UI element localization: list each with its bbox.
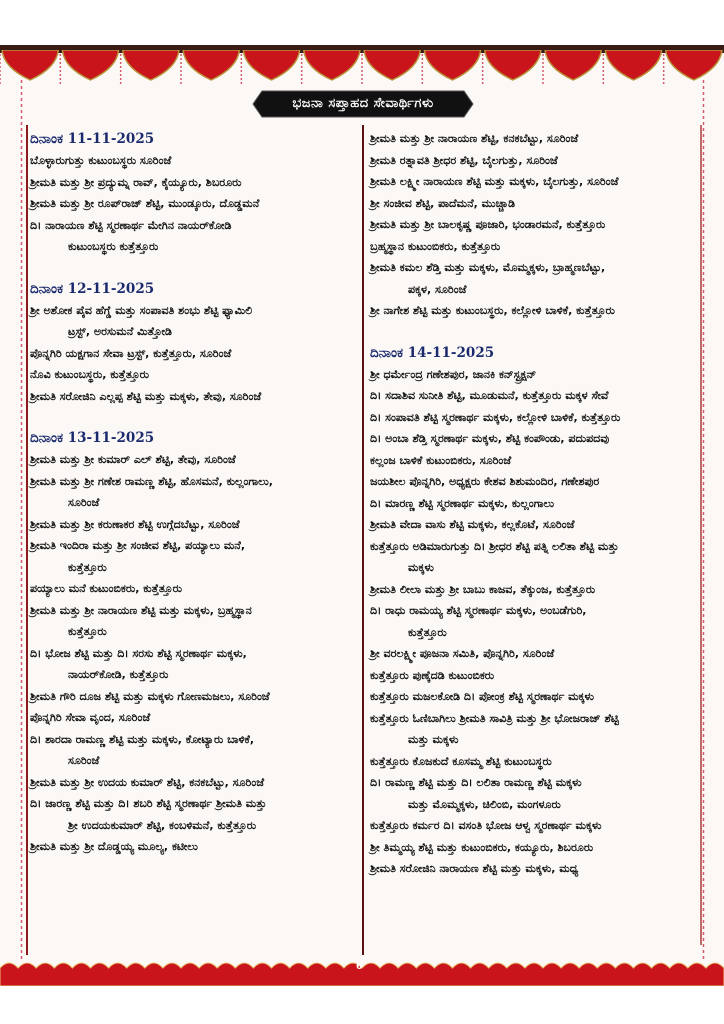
sponsor-entry: ಶ್ರೀ ನಾಗೇಶ ಶೆಟ್ಟಿ ಮತ್ತು ಕುಟುಂಬಸ್ಥರು, ಕಲ್ಲೋಳಿ ಬಾಳಿಕೆ, ಕುತ್ತೆತ್ತೂರು	[370, 304, 615, 317]
sponsor-entry: ದಿ। ಸದಾಶಿವ ಸುನೀತಿ ಶೆಟ್ಟಿ, ಮೂಡುಮನೆ, ಕುತ್ತೆತ್ತೂರು ಮಕ್ಕಳ ಸೇವೆ	[370, 389, 609, 402]
sponsor-entry: ಶ್ರೀ ಅಶೋಕ ಪೈವ ಹೆಗ್ಡೆ ಮತ್ತು ಸಂಪಾವತಿ ಶಂಭು ಶೆಟ್ಟಿ ಫ್ಯಾಮಿಲಿ	[30, 303, 253, 317]
canopy-scallop	[62, 50, 118, 80]
sponsor-entry: ಕುತ್ತೆತ್ತೂರು ಅಡಿಮಾರುಗುತ್ತು ದಿ। ಶ್ರೀಧರ ಶೆಟ್ಟಿ ಪತ್ನಿ ಲಲಿತಾ ಶೆಟ್ಟಿ ಮತ್ತು	[370, 539, 619, 553]
sponsor-entry: ಬ್ರಹ್ಮಸ್ಥಾನ ಕುಟುಂಬಿಕರು, ಕುತ್ತೆತ್ತೂರು	[370, 239, 501, 253]
sponsor-entry: ಪಯ್ಯಾಲು ಮನೆ ಕುಟುಂಬಿಕರು, ಕುತ್ತೆತ್ತೂರು	[30, 582, 182, 595]
date-section	[30, 278, 355, 408]
date-heading: ದಿನಾಂಕ 12-11-2025	[30, 280, 155, 297]
date-heading: ದಿನಾಂಕ 13-11-2025	[30, 430, 155, 446]
sponsor-entry: ಕುತ್ತೆತ್ತೂರು ಕರ್ಮರ ದಿ। ವಸಂತಿ ಭೋಜ ಆಳ್ವ ಸ್ಮರಣಾರ್ಥ ಮಕ್ಕಳು	[370, 819, 602, 832]
sponsor-entry: ಬೊಳ್ಳಾರುಗುತ್ತು ಕುಟುಂಬಸ್ಥರು ಸೂರಿಂಜೆ	[30, 154, 172, 167]
sponsor-entry: ಕುತ್ತೆತ್ತೂರು ಪುಣ್ಕೆದಡಿ ಕುಟುಂಬಿಕರು	[370, 668, 495, 682]
sponsor-entry: ಶ್ರೀಮತಿ ಮತ್ತು ಶ್ರೀ ನಾರಾಯಣ ಶೆಟ್ಟಿ, ಕನಕಬೆಟ್ಟು, ಸೂರಿಂಜೆ	[370, 132, 579, 145]
canopy-scallop	[2, 50, 58, 80]
canopy-scallop	[666, 50, 722, 80]
sponsor-entry: ಶ್ರೀಮತಿ ಕಮಲ ಶೆಡ್ತಿ ಮತ್ತು ಮಕ್ಕಳು, ಮೊಮ್ಮಕ್ಕಳು, ಬ್ರಾಹ್ಮಣಬೆಟ್ಟು,	[370, 261, 606, 274]
canopy-scallop	[485, 50, 541, 80]
sponsor-entry: ಟ್ರಸ್ಟ್, ಅರಸುಮನೆ ಮಿತ್ತೋಡಿ	[68, 325, 172, 338]
canopy-scallop	[364, 50, 420, 80]
sponsor-entry: ಶ್ರೀಮತಿ ಮತ್ತು ಶ್ರೀ ಗಣೇಶ ರಾಮಣ್ಣ ಶೆಟ್ಟಿ, ಹೊಸಮನೆ, ಕುಲ್ಲಂಗಾಲು,	[30, 474, 273, 488]
right-column-border	[700, 125, 702, 945]
sponsor-entry: ನಾಯರ್‌ಕೋಡಿ, ಕುತ್ತೆತ್ತೂರು	[68, 668, 169, 681]
sponsor-entry: ಶ್ರೀಮತಿ ಮತ್ತು ಶ್ರೀ ಉದಯ ಕುಮಾರ್ ಶೆಟ್ಟಿ, ಕನಕಬೆಟ್ಟು, ಸೂರಿಂಜೆ	[30, 775, 265, 789]
sponsor-entry: ಶ್ರೀಮತಿ ಮತ್ತು ಶ್ರೀ ಪ್ರದ್ಯುಮ್ನ ರಾವ್, ಕೈಯ್ಯೂರು, ಶಿಬರೂರು	[30, 175, 242, 189]
sponsor-entry: ಮತ್ತು ಮಕ್ಕಳು	[408, 733, 459, 746]
sponsor-entry: ಶ್ರೀ ತಿಮ್ಮಯ್ಯ ಶೆಟ್ಟಿ ಮತ್ತು ಕುಟುಂಬಿಕರು, ಕಯ್ಯೂರು, ಶಿಬರೂರು	[370, 840, 594, 854]
sponsor-entry: ದಿ। ನಾರಾಯಣ ಶೆಟ್ಟಿ ಸ್ಮರಣಾರ್ಥ ಮೇಗಿನ ನಾಯರ್‌ಕೋಡಿ	[30, 218, 232, 232]
sponsor-entry: ಶ್ರೀಮತಿ ಮತ್ತು ಶ್ರೀ ಕುಮಾರ್ ಎಲ್ ಶೆಟ್ಟಿ, ತೇವು, ಸೂರಿಂಜೆ	[30, 453, 236, 466]
page-number: 6	[356, 962, 363, 972]
sponsor-entry: ಶ್ರೀಮತಿ ಇಂದಿರಾ ಮತ್ತು ಶ್ರೀ ಸಂಜೀವ ಶೆಟ್ಟಿ, ಪಯ್ಯಾಲು ಮನೆ,	[30, 539, 246, 552]
sponsor-entry: ಜಯಶೀಲ ಪೊನ್ನಗಿರಿ, ಅಧ್ಯಕ್ಷರು ಕೇಶವ ಶಿಶುಮಂದಿರ, ಗಣೇಶಪುರ	[370, 475, 600, 488]
decorative-canopy-border	[0, 50, 724, 86]
sponsor-entry: ಶ್ರೀಮತಿ ರತ್ನಾವತಿ ಶ್ರೀಧರ ಶೆಟ್ಟಿ, ಬೈಲಗುತ್ತು, ಸೂರಿಂಜೆ	[370, 153, 558, 167]
left-decorative-string	[20, 80, 23, 960]
sponsor-entry: ಕುತ್ತೆತ್ತೂರು	[408, 625, 447, 639]
sponsor-entry: ದಿ। ಜಾರಣ್ಣ ಶೆಟ್ಟಿ ಮತ್ತು ದಿ। ಶಬರಿ ಶೆಟ್ಟಿ ಸ್ಮರಣಾರ್ಥ ಶ್ರೀಮತಿ ಮತ್ತು	[30, 797, 267, 810]
sponsor-entry: ಶ್ರೀಮತಿ ಸರೋಜಿನಿ ನಾರಾಯಣ ಶೆಟ್ಟಿ ಮತ್ತು ಮಕ್ಕಳು, ಮಧ್ಯ	[370, 862, 579, 875]
sponsor-entry: ಶ್ರೀಮತಿ ಲೀಲಾ ಮತ್ತು ಶ್ರೀ ಬಾಬು ಕಾಜವ, ತೆಕ್ಕುಂಜ, ಕುತ್ತೆತ್ತೂರು	[370, 582, 596, 596]
sponsor-entry: ಶ್ರೀಮತಿ ಗೌರಿ ದೂಜ ಶೆಟ್ಟಿ ಮತ್ತು ಮಕ್ಕಳು ಗೋಣಮಜಲು, ಸೂರಿಂಜೆ	[30, 689, 270, 703]
sponsor-entry: ದಿ। ರಾಮಣ್ಣ ಶೆಟ್ಟಿ ಮತ್ತು ದಿ। ಲಲಿತಾ ರಾಮಣ್ಣ ಶೆಟ್ಟಿ ಮಕ್ಕಳು	[370, 776, 582, 789]
right-decorative-string	[702, 80, 705, 960]
date-heading: ದಿನಾಂಕ 11-11-2025	[30, 131, 155, 147]
sponsor-entry: ಶ್ರೀಮತಿ ಮತ್ತು ಶ್ರೀ ಕರುಣಾಕರ ಶೆಟ್ಟಿ ಉಗ್ಗೆದಬೆಟ್ಟು, ಸೂರಿಂಜೆ	[30, 517, 240, 531]
canopy-scallop	[243, 50, 299, 80]
sponsor-entry: ಶ್ರೀಮತಿ ವೇದಾ ವಾಸು ಶೆಟ್ಟಿ ಮಕ್ಕಳು, ಕಲ್ಲಕೊಟೆ, ಸೂರಿಂಜೆ	[370, 518, 575, 531]
sponsor-entry: ದಿ। ಭೋಜ ಶೆಟ್ಟಿ ಮತ್ತು ದಿ। ಸರಸು ಶೆಟ್ಟಿ ಸ್ಮರಣಾರ್ಥ ಮಕ್ಕಳು,	[30, 646, 247, 660]
column-divider	[362, 125, 364, 955]
sponsor-entry: ಶ್ರೀಮತಿ ಮತ್ತು ಶ್ರೀ ನಾರಾಯಣ ಶೆಟ್ಟಿ ಮತ್ತು ಮಕ್ಕಳು, ಬ್ರಹ್ಮಸ್ಥಾನ	[30, 603, 252, 617]
sponsor-entry: ಶ್ರೀ ಧರ್ಮೇಂದ್ರ ಗಣೇಶಪುರ, ಜಾನಕಿ ಕನ್‌ಸ್ಟ್ರಕ್ಷನ್	[370, 367, 537, 381]
sponsor-entry: ಕುತ್ತೆತ್ತೂರು ಓಣಿಬಾಗಿಲು ಶ್ರೀಮತಿ ಸಾವಿತ್ರಿ ಮತ್ತು ಶ್ರೀ ಭೋಜರಾಜ್ ಶೆಟ್ಟಿ	[370, 711, 619, 725]
canopy-scallop	[183, 50, 239, 80]
sponsor-entry: ದಿ। ರಾಧು ರಾಮಯ್ಯ ಶೆಟ್ಟಿ ಸ್ಮರಣಾರ್ಥ ಮಕ್ಕಳು, ಅಂಬಡೆಗುರಿ,	[370, 604, 587, 617]
sponsor-entry: ಕುಟುಂಬಸ್ಥರು ಕುತ್ತೆತ್ತೂರು	[68, 240, 159, 253]
sponsor-entry: ಪೊನ್ನಗಿರಿ ಸೇವಾ ವೃಂದ, ಸೂರಿಂಜೆ	[30, 711, 151, 724]
sponsor-entry: ಶ್ರೀಮತಿ ಸರೋಜಿನಿ ಎಲ್ಲಪ್ಪ ಶೆಟ್ಟಿ ಮತ್ತು ಮಕ್ಕಳು, ತೇವು, ಸೂರಿಂಜೆ	[30, 389, 262, 403]
date-section	[30, 128, 355, 258]
left-column	[30, 128, 355, 878]
sponsor-entry: ನೊವಿ ಕುಟುಂಬಸ್ಥರು, ಕುತ್ತೆತ್ತೂರು	[30, 368, 149, 381]
sponsor-entry: ಶ್ರೀಮತಿ ಲಕ್ಷ್ಮೀ ನಾರಾಯಣ ಶೆಟ್ಟಿ ಮತ್ತು ಮಕ್ಕಳು, ಬೈಲಗುತ್ತು, ಸೂರಿಂಜೆ	[370, 175, 619, 188]
sponsor-entry: ಸೂರಿಂಜೆ	[68, 754, 100, 767]
right-column	[370, 128, 700, 900]
left-column-border	[26, 125, 28, 955]
canopy-scallop	[304, 50, 360, 80]
sponsor-entry: ಪಕ್ಕಳ, ಸೂರಿಂಜೆ	[408, 282, 467, 296]
date-section	[370, 128, 700, 322]
sponsor-entry: ದಿ। ಮಾರಣ್ಣ ಶೆಟ್ಟಿ ಸ್ಮರಣಾರ್ಥ ಮಕ್ಕಳು, ಕುಲ್ಲಂಗಾಲು	[370, 496, 555, 510]
sponsor-entry: ದಿ। ಸಂಪಾವತಿ ಶೆಟ್ಟಿ ಸ್ಮರಣಾರ್ಥ ಮಕ್ಕಳು, ಕಲ್ಲೋಳಿ ಬಾಳಿಕೆ, ಕುತ್ತೆತ್ತೂರು	[370, 410, 621, 424]
sponsor-entry: ಕುತ್ತೆತ್ತೂರು	[68, 625, 107, 638]
canopy-scallop	[123, 50, 179, 80]
date-heading: ದಿನಾಂಕ 14-11-2025	[370, 344, 495, 361]
sponsor-entry: ಕುತ್ತೆತ್ತೂರು	[68, 560, 107, 574]
sponsor-entry: ಕುತ್ತೆತ್ತೂರು ಮಜಲಕೋಡಿ ದಿ। ಪೋಂಕ್ರ ಶೆಟ್ಟಿ ಸ್ಮರಣಾರ್ಥ ಮಕ್ಕಳು	[370, 690, 595, 703]
sponsor-entry: ದಿ। ಅಂಬಾ ಶೆಡ್ತಿ ಸ್ಮರಣಾರ್ಥ ಮಕ್ಕಳು, ಶೆಟ್ಟಿ ಕಂಪೌಂಡು, ಪದುಪದವು	[370, 432, 610, 445]
sponsor-entry: ದಿ। ಶಾರದಾ ರಾಮಣ್ಣ ಶೆಟ್ಟಿ ಮತ್ತು ಮಕ್ಕಳು, ಕೋಟ್ಯಾರು ಬಾಳಿಕೆ,	[30, 732, 255, 746]
canopy-scallop	[424, 50, 480, 80]
sponsor-entry: ಸೂರಿಂಜೆ	[68, 496, 100, 509]
page-title: ಭಜನಾ ಸಪ್ತಾಹದ ಸೇವಾರ್ಥಿಗಳು	[292, 96, 434, 111]
sponsor-entry: ಶ್ರೀ ವರಲಕ್ಷ್ಮೀ ಪೂಜನಾ ಸಮಿತಿ, ಪೊನ್ನಗಿರಿ, ಸೂರಿಂಜೆ	[370, 647, 555, 660]
canopy-scallop	[605, 50, 661, 80]
sponsor-entry: ಶ್ರೀ ಸಂಜೀವ ಶೆಟ್ಟಿ, ಪಾದೆಮನೆ, ಮುಚ್ಚಾಡಿ	[370, 196, 516, 210]
date-section	[370, 342, 700, 880]
sponsor-entry: ಮಕ್ಕಳು	[408, 561, 434, 574]
sponsor-entry: ಶ್ರೀಮತಿ ಮತ್ತು ಶ್ರೀ ರೂಪ್‌ರಾಜ್ ಶೆಟ್ಟಿ, ಮುಂಡ್ಕೂರು, ದೊಡ್ಡಮನೆ	[30, 197, 260, 210]
sponsor-entry: ಮತ್ತು ಮೊಮ್ಮಕ್ಕಳು, ಚಿಲಿಂಬಿ, ಮಂಗಳೂರು	[408, 797, 561, 811]
date-section	[30, 427, 355, 858]
sponsor-entry: ಶ್ರೀಮತಿ ಮತ್ತು ಶ್ರೀ ಬಾಲಕೃಷ್ಣ ಪೂಜಾರಿ, ಭಂಡಾರಮನೆ, ಕುತ್ತೆತ್ತೂರು	[370, 218, 606, 231]
sponsor-entry: ಕುತ್ತೆತ್ತೂರು ಕೊಜಕುದೆ ಕೂಸಮ್ಮ ಶೆಟ್ಟಿ ಕುಟುಂಬಸ್ಥರು	[370, 754, 552, 768]
sponsor-entry: ಕಲ್ಲಂಜ ಬಾಳಿಕೆ ಕುಟುಂಬಿಕರು, ಸೂರಿಂಜೆ	[370, 453, 512, 467]
sponsor-entry: ಶ್ರೀ ಉದಯಕುಮಾರ್ ಶೆಟ್ಟಿ, ಕಂಬಳಿಮನೆ, ಕುತ್ತೆತ್ತೂರು	[68, 818, 257, 832]
sponsor-entry: ಶ್ರೀಮತಿ ಮತ್ತು ಶ್ರೀ ದೊಡ್ಡಯ್ಯ ಮೂಲ್ಯ, ಕಟೀಲು	[30, 840, 198, 853]
canopy-scallop	[545, 50, 601, 80]
sponsor-entry: ಪೊನ್ನಗಿರಿ ಯಕ್ಷಗಾನ ಸೇವಾ ಟ್ರಸ್ಟ್, ಕುತ್ತೆತ್ತೂರು, ಸೂರಿಂಜೆ	[30, 346, 232, 360]
